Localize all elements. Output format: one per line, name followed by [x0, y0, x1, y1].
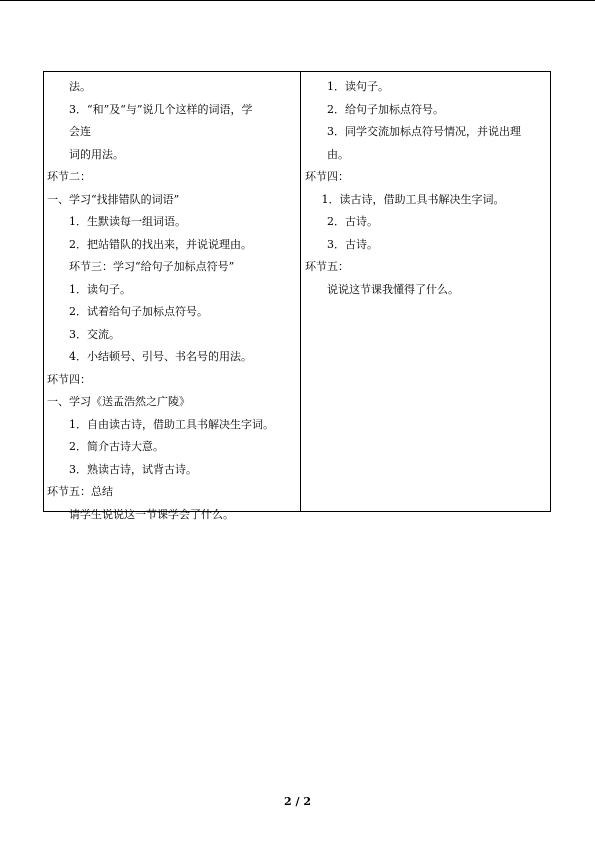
- text-line: 一、学习《送孟浩然之广陵》: [47, 395, 190, 408]
- text-line: 环节五：: [305, 260, 349, 273]
- text-line: 请学生说说这一节课学会了什么。: [69, 507, 234, 521]
- text-line: 2．给句子加标点符号。: [327, 102, 444, 116]
- text-line: 2．把站错队的找出来，并说说理由。: [69, 237, 252, 251]
- text-line: 2．古诗。: [327, 215, 378, 228]
- text-line: 3．熟读古诗，试背古诗。: [69, 462, 197, 476]
- text-line: 1．读古诗，借助工具书解决生字词。: [321, 192, 505, 206]
- text-line: 环节四：: [305, 170, 349, 183]
- text-line: 环节五：总结: [47, 485, 113, 498]
- text-line: 3．同学交流加标点符号情况，并说出理: [327, 125, 521, 138]
- text-line: 1．读句子。: [69, 282, 131, 296]
- text-line: 由。: [327, 147, 349, 161]
- text-line: 一、学习“找排错队的词语”: [47, 192, 180, 206]
- text-line: 说说这节课我懂得了什么。: [327, 282, 459, 296]
- teacher-activity-column: [47, 76, 297, 526]
- text-line: 4．小结顿号、引号、书名号的用法。: [69, 350, 252, 363]
- student-activity-column: [305, 76, 548, 301]
- text-line: 1．生默读每一组词语。: [69, 215, 186, 228]
- header-rule: [0, 0, 595, 1]
- text-line: 3．“和”及“与”说几个这样的词语，学: [69, 102, 253, 116]
- text-line: 环节二：: [47, 170, 91, 183]
- text-line: 1．自由读古诗，借助工具书解决生字词。: [69, 417, 274, 431]
- text-line: 法。: [69, 80, 91, 93]
- page-number: 2 / 2: [284, 795, 311, 808]
- text-line: 环节四：: [47, 372, 91, 386]
- text-line: 3．古诗。: [327, 237, 378, 251]
- text-line: 环节三：学习“给句子加标点符号”: [69, 260, 235, 273]
- column-divider: [300, 71, 301, 512]
- text-line: 1．读句子。: [327, 80, 389, 93]
- text-line: 2．试着给句子加标点符号。: [69, 305, 208, 318]
- text-line: 会连: [69, 125, 91, 138]
- text-line: 2．简介古诗大意。: [69, 440, 164, 453]
- text-line: 3．交流。: [69, 327, 120, 341]
- text-line: 词的用法。: [69, 147, 124, 161]
